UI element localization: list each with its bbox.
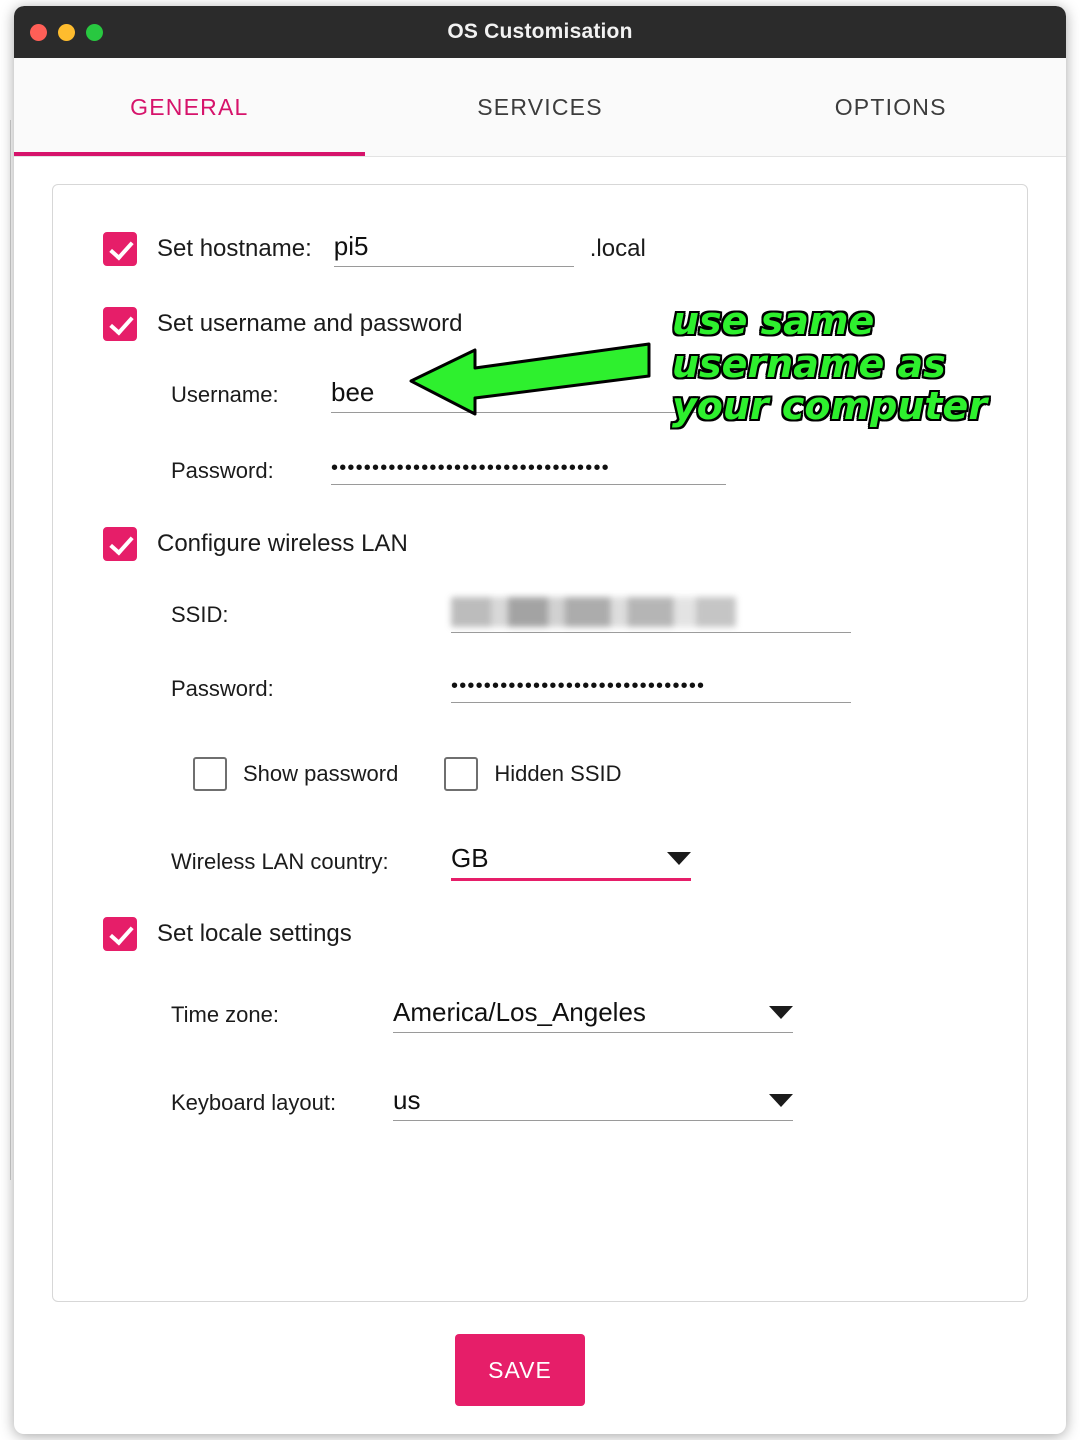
wifi-password-label: Password: — [171, 676, 274, 701]
wifi-password-input[interactable]: ••••••••••••••••••••••••••••••• — [451, 675, 851, 703]
timezone-value: America/Los_Angeles — [393, 997, 646, 1027]
username-label: Username: — [171, 382, 279, 407]
show-password-checkbox[interactable] — [193, 757, 227, 791]
hidden-ssid-label: Hidden SSID — [494, 761, 622, 786]
hostname-suffix: .local — [589, 235, 646, 262]
window-controls — [30, 6, 103, 58]
username-input[interactable]: bee — [331, 377, 726, 413]
general-settings-panel — [52, 184, 1028, 1302]
timezone-select[interactable] — [393, 997, 793, 1033]
keyboard-row — [171, 1085, 793, 1121]
user-row — [103, 307, 463, 341]
hostname-row — [103, 231, 646, 267]
chevron-down-icon — [769, 1094, 793, 1107]
configure-wireless-lan-label: Configure wireless LAN — [157, 530, 408, 557]
tab-services[interactable]: SERVICES — [477, 93, 603, 120]
save-button[interactable]: SAVE — [455, 1334, 585, 1406]
wireless-row — [103, 527, 408, 561]
configure-wireless-lan-checkbox[interactable] — [103, 527, 137, 561]
user-password-input[interactable]: •••••••••••••••••••••••••••••••••• — [331, 457, 726, 485]
zoom-button[interactable] — [86, 24, 103, 41]
set-locale-settings-checkbox[interactable] — [103, 917, 137, 951]
tab-options[interactable]: OPTIONS — [834, 93, 947, 120]
keyboard-layout-label: Keyboard layout: — [171, 1090, 337, 1115]
close-button[interactable] — [30, 24, 47, 41]
set-username-password-label: Set username and password — [157, 310, 463, 337]
ssid-row — [171, 597, 851, 633]
hidden-ssid-checkbox[interactable] — [444, 757, 478, 791]
set-hostname-checkbox[interactable] — [103, 232, 137, 266]
os-customisation-window — [14, 6, 1066, 1434]
ssid-redacted-value — [451, 597, 736, 627]
tab-general[interactable]: GENERAL — [14, 58, 365, 156]
set-hostname-label: Set hostname: — [157, 235, 312, 262]
timezone-label: Time zone: — [171, 1002, 280, 1027]
set-username-password-checkbox[interactable] — [103, 307, 137, 341]
ssid-input[interactable] — [451, 597, 851, 633]
title-bar — [14, 6, 1066, 58]
chevron-down-icon — [667, 852, 691, 865]
keyboard-layout-value: us — [393, 1085, 421, 1115]
wireless-country-value: GB — [451, 843, 489, 873]
wireless-country-row — [171, 843, 691, 881]
locale-row — [103, 917, 352, 951]
wireless-country-select[interactable] — [451, 843, 691, 881]
annotation-text: use same username as your computer — [672, 299, 988, 429]
timezone-row — [171, 997, 793, 1033]
wifi-options-row — [193, 757, 622, 791]
wifi-password-row — [171, 675, 851, 703]
minimise-button[interactable] — [58, 24, 75, 41]
hostname-input[interactable]: pi5 — [334, 231, 574, 267]
window-title: OS Customisation — [447, 20, 633, 43]
chevron-down-icon — [769, 1006, 793, 1019]
background-window-edge — [0, 120, 11, 1180]
set-locale-settings-label: Set locale settings — [157, 920, 352, 947]
tab-bar — [14, 58, 1066, 157]
user-password-row — [171, 457, 726, 485]
keyboard-layout-select[interactable] — [393, 1085, 793, 1121]
wireless-country-label: Wireless LAN country: — [171, 849, 389, 874]
user-password-label: Password: — [171, 458, 274, 483]
ssid-label: SSID: — [171, 602, 229, 627]
username-row — [171, 377, 726, 413]
show-password-label: Show password — [243, 761, 399, 786]
